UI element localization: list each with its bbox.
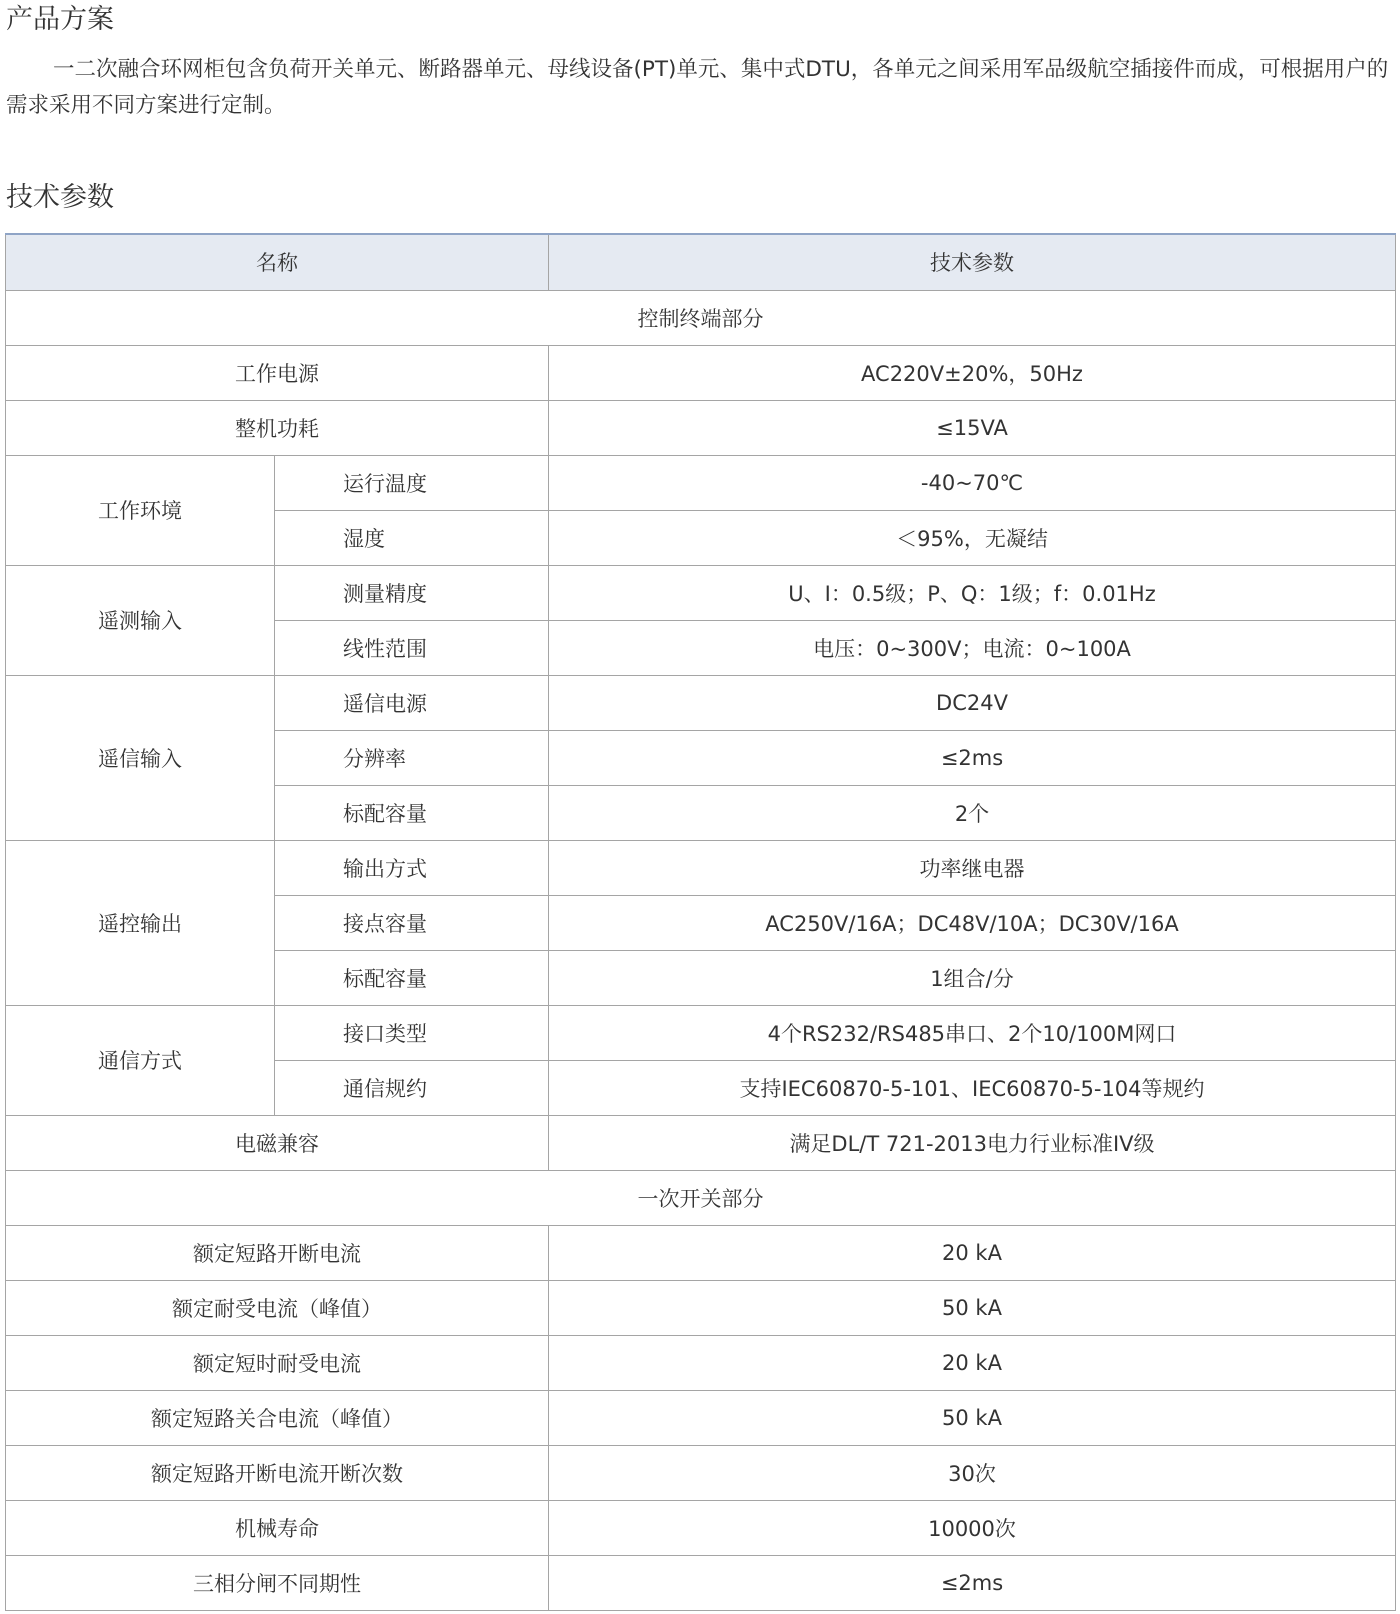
row-value: U、I：0.5级；P、Q：1级；f：0.01Hz [549, 565, 1396, 620]
group-label: 工作环境 [6, 455, 275, 565]
table-row [6, 345, 1396, 400]
row-name: 机械寿命 [6, 1500, 549, 1555]
row-name: 通信规约 [275, 1060, 549, 1115]
row-value: ≤2ms [549, 1555, 1396, 1610]
row-name: 线性范围 [275, 620, 549, 675]
row-value: 10000次 [549, 1500, 1396, 1555]
product-description: 一二次融合环网柜包含负荷开关单元、断路器单元、母线设备(PT)单元、集中式DTU，各单元之间采用军品级航空插接件而成，可根据用户的需求采用不同方案进行定制。 [6, 57, 1389, 118]
row-value: 30次 [549, 1445, 1396, 1500]
row-name: 遥信电源 [275, 675, 549, 730]
group-label: 遥测输入 [6, 565, 275, 675]
table-row [6, 1335, 1396, 1390]
row-value: AC220V±20%，50Hz [549, 345, 1396, 400]
row-value: ＜95%，无凝结 [549, 510, 1396, 565]
row-name: 运行温度 [275, 455, 549, 510]
header-name: 名称 [6, 234, 549, 290]
row-name: 标配容量 [275, 785, 549, 840]
table-row [6, 675, 1396, 730]
row-name: 工作电源 [6, 345, 549, 400]
section-switch-label: 一次开关部分 [6, 1170, 1396, 1225]
row-value: 2个 [549, 785, 1396, 840]
row-value: 20 kA [549, 1335, 1396, 1390]
row-value: ≤2ms [549, 730, 1396, 785]
row-name: 测量精度 [275, 565, 549, 620]
row-name: 额定短时耐受电流 [6, 1335, 549, 1390]
table-row [6, 840, 1396, 895]
row-name: 湿度 [275, 510, 549, 565]
section-control-label: 控制终端部分 [6, 290, 1396, 345]
table-row [6, 565, 1396, 620]
table-row [6, 1115, 1396, 1170]
row-value: 50 kA [549, 1280, 1396, 1335]
row-name: 额定耐受电流（峰值） [6, 1280, 549, 1335]
row-name: 额定短路开断电流开断次数 [6, 1445, 549, 1500]
row-value: 4个RS232/RS485串口、2个10/100M网口 [549, 1005, 1396, 1060]
row-name: 三相分闸不同期性 [6, 1555, 549, 1610]
row-value: 功率继电器 [549, 840, 1396, 895]
header-param: 技术参数 [549, 234, 1396, 290]
row-name: 额定短路开断电流 [6, 1225, 549, 1280]
row-name: 分辨率 [275, 730, 549, 785]
row-name: 额定短路关合电流（峰值） [6, 1390, 549, 1445]
table-row [6, 1500, 1396, 1555]
row-name: 电磁兼容 [6, 1115, 549, 1170]
table-row [6, 1225, 1396, 1280]
row-value: ≤15VA [549, 400, 1396, 455]
group-label: 遥控输出 [6, 840, 275, 1005]
row-value: -40~70℃ [549, 455, 1396, 510]
row-value: 1组合/分 [549, 950, 1396, 1005]
row-name: 接点容量 [275, 895, 549, 950]
row-value: 20 kA [549, 1225, 1396, 1280]
group-label: 遥信输入 [6, 675, 275, 840]
section-row [6, 290, 1396, 345]
group-label: 通信方式 [6, 1005, 275, 1115]
table-row [6, 455, 1396, 510]
row-value: 支持IEC60870-5-101、IEC60870-5-104等规约 [549, 1060, 1396, 1115]
table-header-row [6, 234, 1396, 290]
tech-section-title: 技术参数 [6, 182, 114, 213]
row-value: DC24V [549, 675, 1396, 730]
table-row [6, 1390, 1396, 1445]
table-row [6, 1445, 1396, 1500]
row-name: 整机功耗 [6, 400, 549, 455]
row-value: 满足DL/T 721-2013电力行业标准IV级 [549, 1115, 1396, 1170]
row-value: 电压：0~300V；电流：0~100A [549, 620, 1396, 675]
product-section-title: 产品方案 [6, 4, 114, 35]
table-row [6, 400, 1396, 455]
table-row [6, 1005, 1396, 1060]
row-value: AC250V/16A；DC48V/10A；DC30V/16A [549, 895, 1396, 950]
row-name: 接口类型 [275, 1005, 549, 1060]
table-row [6, 1555, 1396, 1610]
row-value: 50 kA [549, 1390, 1396, 1445]
row-name: 标配容量 [275, 950, 549, 1005]
row-name: 输出方式 [275, 840, 549, 895]
tech-params-table [5, 233, 1396, 1611]
table-row [6, 1280, 1396, 1335]
section-row [6, 1170, 1396, 1225]
